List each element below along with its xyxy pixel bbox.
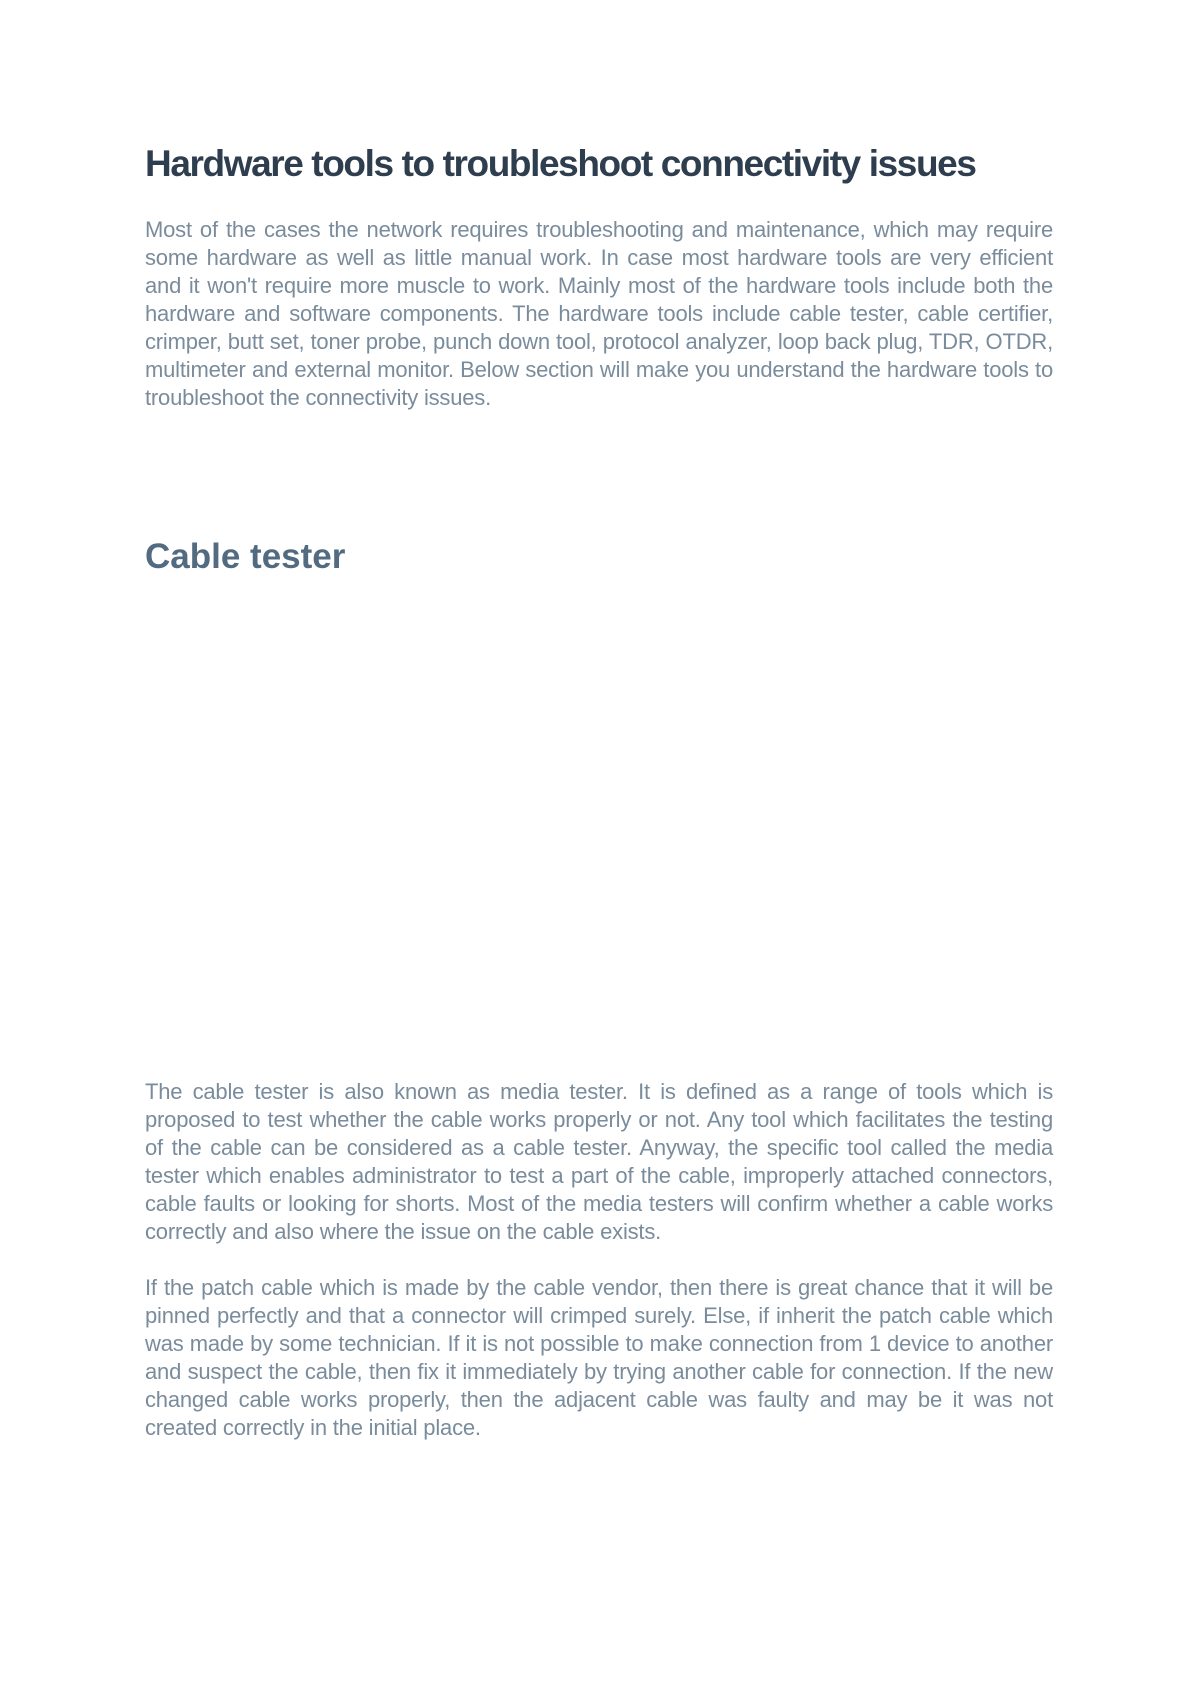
cable-tester-paragraph-2: If the patch cable which is made by the cable vendor, then there is great chance that it will be pinned perfectly and that a connector will crimped surely. Else, if inherit the patch cable which was made by some technician. If it is not possible to make connection from 1 device to another and suspect the cable, then fix it immediately by trying another cable for connection. If the new changed cable works properly, then the adjacent cable was faulty and may be it was not created correctly in the initial place. <box>145 1275 1053 1440</box>
section-heading-cable-tester: Cable tester <box>145 537 346 576</box>
document-title: Hardware tools to troubleshoot connectivity issues <box>145 143 976 184</box>
section-body-cable-tester <box>145 1078 1053 1442</box>
cable-tester-paragraph-1: The cable tester is also known as media tester. It is defined as a range of tools which is proposed to test whether the cable works properly or not. Any tool which facilitates the testing of the cable can be considered as a cable tester. Anyway, the specific tool called the media tester which enables administrator to test a part of the cable, improperly attached connectors, cable faults or looking for shorts. Most of the media testers will confirm whether a cable works correctly and also where the issue on the cable exists. <box>145 1079 1053 1244</box>
intro-paragraph: Most of the cases the network requires troubleshooting and maintenance, which may require some hardware as well as little manual work. In case most hardware tools are very efficient and it won't require more muscle to work. Mainly most of the hardware tools include both the hardware and software components. The hardware tools include cable tester, cable certifier, crimper, butt set, toner probe, punch down tool, protocol analyzer, loop back plug, TDR, OTDR, multimeter and external monitor. Below section will make you understand the hardware tools to troubleshoot the connectivity issues. <box>145 217 1053 410</box>
blank-image-area <box>145 600 1053 1070</box>
page-content <box>145 140 1053 1440</box>
